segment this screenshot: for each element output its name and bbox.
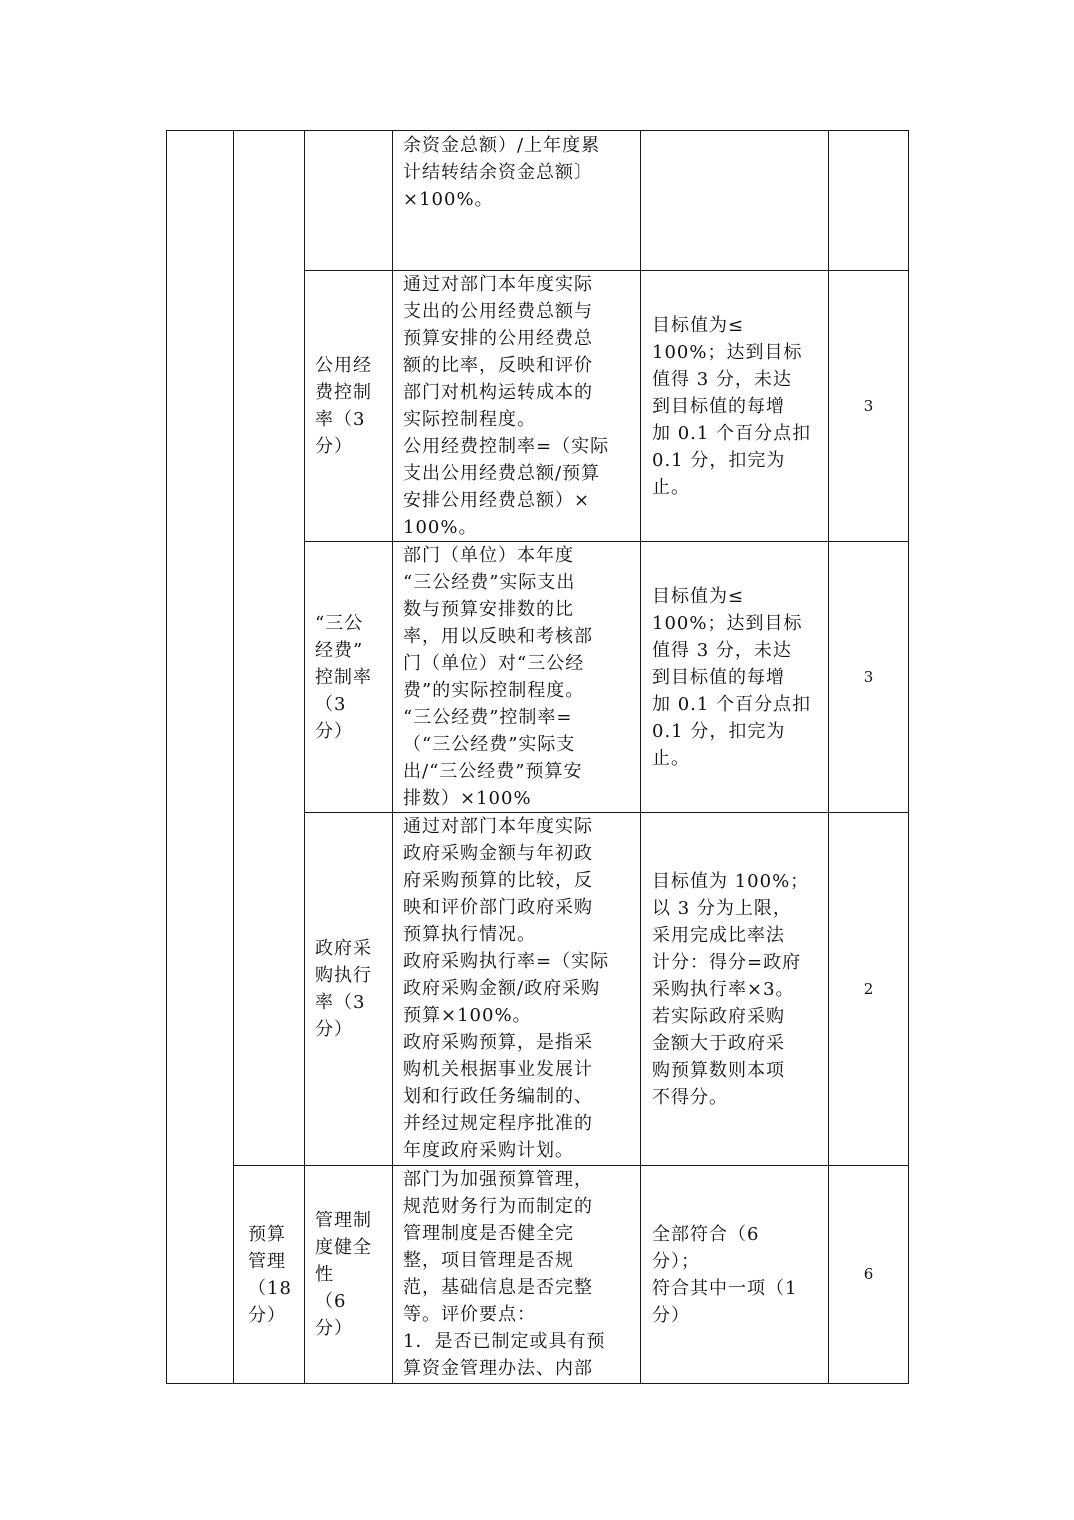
scoring-criteria: 目标值为≤ 100%；达到目标 值得 3 分，未达 到目标值的每增 加 0.1 个百分点扣 0.1 分，扣完为 止。 — [652, 585, 812, 769]
indicator-description: 部门为加强预算管理， 规范财务行为而制定的 管理制度是否健全完 整，项目管理是否规 范，基础信息是否完整 等。评价要点： 1．是否已制定或具有预 算资金管理办法、内部 — [403, 1169, 606, 1379]
indicator-description: 部门（单位）本年度 “三公经费”实际支出 数与预算安排数的比 率，用以反映和考核部 门（单位）对“三公经 费”的实际控制程度。 “三公经费”控制率= （“三公经费”实际支 出/“三公经费”预算安 排数）×100% — [403, 545, 593, 809]
indicator-description: 余资金总额）/上年度累 计结转结余资金总额〕 ×100%。 — [403, 135, 601, 210]
score-value: 3 — [863, 396, 874, 415]
indicator-name: 公用经 费控制 率（3 分） — [315, 355, 372, 457]
indicator-name: 政府采 购执行 率（3 分） — [315, 938, 372, 1040]
score-value: 2 — [863, 979, 874, 998]
table-border-right — [908, 130, 909, 1384]
scoring-criteria: 目标值为 100%； 以 3 分为上限， 采用完成比率法 计分：得分=政府 采购执行率×3。 若实际政府采购 金额大于政府采 购预算数则本项 不得分。 — [652, 870, 810, 1108]
scoring-criteria: 全部符合（6 分）； 符合其中一项（1 分） — [652, 1223, 798, 1326]
evaluation-table — [166, 130, 909, 1384]
indicator-description: 通过对部门本年度实际 政府采购金额与年初政 府采购预算的比较，反 映和评价部门政府采购 预算执行情况。 政府采购执行率=（实际 政府采购金额/政府采购 预算×100%。 政府采购预算，是指采 购机关根据事业发展计 划和行政任务编制的、 并经过规定程序批准的 年度政府采购计划。 — [403, 816, 610, 1161]
indicator-name: “三公 经费” 控制率 （3 分） — [315, 612, 372, 742]
table-border-left — [166, 130, 167, 1384]
table-border-bottom — [166, 1383, 909, 1384]
indicator-description: 通过对部门本年度实际 支出的公用经费总额与 预算安排的公用经费总 额的比率，反映和评价 部门对机构运转成本的 实际控制程度。 公用经费控制率=（实际 支出公用经费总额/预算 安排公用经费总额）× 100%。 — [403, 274, 610, 538]
score-value: 3 — [863, 667, 874, 686]
score-value: 6 — [863, 1265, 874, 1283]
indicator-name: 管理制 度健全 性 （6 分） — [315, 1210, 372, 1339]
scoring-criteria: 目标值为≤ 100%；达到目标 值得 3 分，未达 到目标值的每增 加 0.1 个百分点扣 0.1 分，扣完为 止。 — [652, 314, 812, 498]
category-name: 预算 管理 （18 分） — [248, 1223, 292, 1326]
